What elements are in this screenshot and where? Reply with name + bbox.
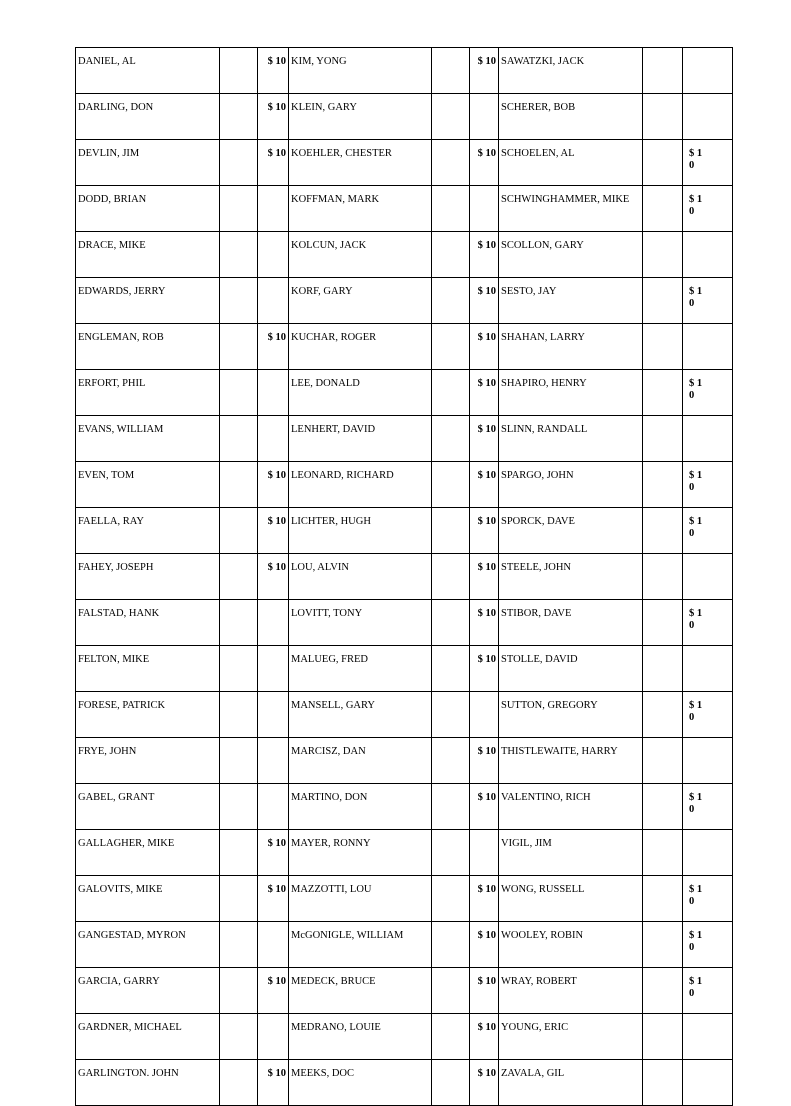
- blank-cell: [643, 600, 683, 646]
- amount-text: $ 10: [689, 470, 703, 493]
- blank-cell: [643, 232, 683, 278]
- blank-cell: [643, 462, 683, 508]
- member-name: ENGLEMAN, ROB: [76, 324, 220, 370]
- member-name: SCHERER, BOB: [499, 94, 643, 140]
- dues-amount: [683, 646, 733, 692]
- member-name: FALSTAD, HANK: [76, 600, 220, 646]
- dues-amount: [683, 968, 733, 1014]
- dues-amount: [683, 370, 733, 416]
- member-name: MEEKS, DOC: [289, 1060, 432, 1106]
- table-row: [76, 1014, 733, 1060]
- dues-amount: $ 10: [258, 508, 289, 554]
- dues-amount: [683, 692, 733, 738]
- table-row: [76, 94, 733, 140]
- member-name: EDWARDS, JERRY: [76, 278, 220, 324]
- amount-text: $ 10: [689, 378, 703, 401]
- member-name: LICHTER, HUGH: [289, 508, 432, 554]
- table-row: [76, 784, 733, 830]
- blank-cell: [220, 554, 258, 600]
- member-name: KOEHLER, CHESTER: [289, 140, 432, 186]
- blank-cell: [643, 968, 683, 1014]
- dues-amount: $ 10: [470, 416, 499, 462]
- blank-cell: [643, 738, 683, 784]
- member-name: WRAY, ROBERT: [499, 968, 643, 1014]
- table-row: [76, 416, 733, 462]
- member-name: LEE, DONALD: [289, 370, 432, 416]
- member-name: WONG, RUSSELL: [499, 876, 643, 922]
- dues-amount: $ 10: [470, 232, 499, 278]
- blank-cell: [643, 830, 683, 876]
- member-name: LOVITT, TONY: [289, 600, 432, 646]
- blank-cell: [220, 1014, 258, 1060]
- blank-cell: [220, 876, 258, 922]
- blank-cell: [432, 1014, 470, 1060]
- dues-amount: [258, 416, 289, 462]
- blank-cell: [643, 94, 683, 140]
- member-name: SCHWINGHAMMER, MIKE: [499, 186, 643, 232]
- member-name: KOLCUN, JACK: [289, 232, 432, 278]
- dues-amount: [683, 462, 733, 508]
- blank-cell: [432, 416, 470, 462]
- dues-amount: $ 10: [470, 876, 499, 922]
- blank-cell: [432, 508, 470, 554]
- member-name: LOU, ALVIN: [289, 554, 432, 600]
- table-row: [76, 370, 733, 416]
- amount-text: $ 10: [689, 608, 703, 631]
- member-name: ERFORT, PHIL: [76, 370, 220, 416]
- table-row: [76, 692, 733, 738]
- member-name: MALUEG, FRED: [289, 646, 432, 692]
- dues-amount: [258, 922, 289, 968]
- dues-amount: [470, 94, 499, 140]
- blank-cell: [220, 784, 258, 830]
- dues-amount: [258, 692, 289, 738]
- member-name: MEDRANO, LOUIE: [289, 1014, 432, 1060]
- blank-cell: [432, 646, 470, 692]
- member-name: DEVLIN, JIM: [76, 140, 220, 186]
- dues-amount: [258, 370, 289, 416]
- member-name: EVANS, WILLIAM: [76, 416, 220, 462]
- member-name: ZAVALA, GIL: [499, 1060, 643, 1106]
- blank-cell: [432, 324, 470, 370]
- blank-cell: [432, 692, 470, 738]
- blank-cell: [643, 416, 683, 462]
- dues-amount: [258, 738, 289, 784]
- table-row: [76, 140, 733, 186]
- dues-amount: $ 10: [470, 646, 499, 692]
- member-name: YOUNG, ERIC: [499, 1014, 643, 1060]
- blank-cell: [643, 554, 683, 600]
- blank-cell: [220, 830, 258, 876]
- dues-amount: $ 10: [470, 508, 499, 554]
- member-name: SAWATZKI, JACK: [499, 48, 643, 94]
- blank-cell: [432, 968, 470, 1014]
- dues-amount: $ 10: [470, 48, 499, 94]
- dues-amount: [683, 278, 733, 324]
- dues-amount: [683, 48, 733, 94]
- member-name: MARCISZ, DAN: [289, 738, 432, 784]
- amount-text: $ 10: [689, 194, 703, 217]
- blank-cell: [220, 140, 258, 186]
- amount-text: $ 10: [689, 148, 703, 171]
- member-name: MAZZOTTI, LOU: [289, 876, 432, 922]
- table-row: [76, 508, 733, 554]
- member-name: THISTLEWAITE, HARRY: [499, 738, 643, 784]
- amount-text: $ 10: [689, 516, 703, 539]
- dues-amount: [683, 922, 733, 968]
- table-row: [76, 876, 733, 922]
- member-name: DODD, BRIAN: [76, 186, 220, 232]
- table-row: [76, 186, 733, 232]
- dues-amount: [258, 278, 289, 324]
- blank-cell: [432, 738, 470, 784]
- table-row: [76, 462, 733, 508]
- member-name: McGONIGLE, WILLIAM: [289, 922, 432, 968]
- member-name: SPARGO, JOHN: [499, 462, 643, 508]
- dues-amount: $ 10: [470, 554, 499, 600]
- blank-cell: [220, 738, 258, 784]
- member-name: GANGESTAD, MYRON: [76, 922, 220, 968]
- member-name: SCOLLON, GARY: [499, 232, 643, 278]
- table-row: [76, 646, 733, 692]
- dues-amount: $ 10: [470, 738, 499, 784]
- table-row: [76, 922, 733, 968]
- dues-amount: [258, 600, 289, 646]
- blank-cell: [432, 876, 470, 922]
- blank-cell: [220, 416, 258, 462]
- blank-cell: [432, 784, 470, 830]
- blank-cell: [220, 232, 258, 278]
- blank-cell: [643, 784, 683, 830]
- dues-amount: $ 10: [258, 462, 289, 508]
- member-name: FAHEY, JOSEPH: [76, 554, 220, 600]
- member-name: GARLINGTON. JOHN: [76, 1060, 220, 1106]
- dues-amount: [683, 784, 733, 830]
- dues-amount: [258, 1014, 289, 1060]
- member-name: EVEN, TOM: [76, 462, 220, 508]
- dues-amount: $ 10: [258, 140, 289, 186]
- dues-amount: [683, 1014, 733, 1060]
- dues-amount: $ 10: [470, 370, 499, 416]
- member-name: STOLLE, DAVID: [499, 646, 643, 692]
- blank-cell: [432, 186, 470, 232]
- member-name: KIM, YONG: [289, 48, 432, 94]
- blank-cell: [432, 140, 470, 186]
- dues-amount: $ 10: [258, 876, 289, 922]
- blank-cell: [643, 876, 683, 922]
- table-row: [76, 324, 733, 370]
- member-name: SLINN, RANDALL: [499, 416, 643, 462]
- member-name: WOOLEY, ROBIN: [499, 922, 643, 968]
- member-name: VALENTINO, RICH: [499, 784, 643, 830]
- dues-amount: [683, 876, 733, 922]
- amount-text: $ 10: [689, 700, 703, 723]
- dues-amount: $ 10: [470, 140, 499, 186]
- dues-amount: $ 10: [258, 94, 289, 140]
- dues-amount: [683, 186, 733, 232]
- blank-cell: [432, 278, 470, 324]
- blank-cell: [643, 324, 683, 370]
- dues-amount: [258, 186, 289, 232]
- member-name: MANSELL, GARY: [289, 692, 432, 738]
- member-name: KUCHAR, ROGER: [289, 324, 432, 370]
- dues-amount: [258, 784, 289, 830]
- dues-amount: $ 10: [470, 784, 499, 830]
- member-name: FELTON, MIKE: [76, 646, 220, 692]
- table-row: [76, 968, 733, 1014]
- dues-amount: [683, 140, 733, 186]
- member-name: SHAHAN, LARRY: [499, 324, 643, 370]
- member-name: MEDECK, BRUCE: [289, 968, 432, 1014]
- member-name: LENHERT, DAVID: [289, 416, 432, 462]
- blank-cell: [220, 1060, 258, 1106]
- member-name: STEELE, JOHN: [499, 554, 643, 600]
- dues-amount: [683, 1060, 733, 1106]
- dues-amount: [470, 830, 499, 876]
- member-name: KORF, GARY: [289, 278, 432, 324]
- dues-amount: [258, 232, 289, 278]
- blank-cell: [643, 508, 683, 554]
- table-row: [76, 232, 733, 278]
- blank-cell: [220, 370, 258, 416]
- amount-text: $ 10: [689, 930, 703, 953]
- blank-cell: [220, 186, 258, 232]
- blank-cell: [643, 692, 683, 738]
- blank-cell: [643, 48, 683, 94]
- dues-amount: $ 10: [258, 554, 289, 600]
- table-row: [76, 738, 733, 784]
- blank-cell: [432, 600, 470, 646]
- table-row: [76, 48, 733, 94]
- roster-table: [75, 47, 733, 1106]
- table-row: [76, 830, 733, 876]
- blank-cell: [432, 462, 470, 508]
- member-name: SESTO, JAY: [499, 278, 643, 324]
- blank-cell: [220, 462, 258, 508]
- table-row: [76, 278, 733, 324]
- blank-cell: [643, 370, 683, 416]
- blank-cell: [220, 968, 258, 1014]
- dues-amount: [683, 738, 733, 784]
- amount-text: $ 10: [689, 286, 703, 309]
- member-name: VIGIL, JIM: [499, 830, 643, 876]
- dues-amount: $ 10: [470, 922, 499, 968]
- table-row: [76, 554, 733, 600]
- member-name: SUTTON, GREGORY: [499, 692, 643, 738]
- blank-cell: [220, 922, 258, 968]
- dues-amount: $ 10: [470, 278, 499, 324]
- table-row: [76, 600, 733, 646]
- blank-cell: [643, 278, 683, 324]
- amount-text: $ 10: [689, 976, 703, 999]
- amount-text: $ 10: [689, 792, 703, 815]
- member-name: DRACE, MIKE: [76, 232, 220, 278]
- dues-amount: [470, 186, 499, 232]
- blank-cell: [220, 94, 258, 140]
- member-name: SCHOELEN, AL: [499, 140, 643, 186]
- blank-cell: [643, 140, 683, 186]
- member-name: FAELLA, RAY: [76, 508, 220, 554]
- dues-amount: [470, 692, 499, 738]
- blank-cell: [432, 554, 470, 600]
- blank-cell: [432, 1060, 470, 1106]
- member-name: GARCIA, GARRY: [76, 968, 220, 1014]
- dues-amount: $ 10: [258, 968, 289, 1014]
- dues-amount: $ 10: [258, 830, 289, 876]
- dues-amount: $ 10: [470, 600, 499, 646]
- dues-amount: $ 10: [470, 968, 499, 1014]
- blank-cell: [220, 508, 258, 554]
- roster-body: [76, 48, 733, 1106]
- dues-amount: [258, 646, 289, 692]
- member-name: GABEL, GRANT: [76, 784, 220, 830]
- member-name: KLEIN, GARY: [289, 94, 432, 140]
- dues-amount: [683, 508, 733, 554]
- member-name: GALOVITS, MIKE: [76, 876, 220, 922]
- dues-amount: [683, 232, 733, 278]
- blank-cell: [432, 370, 470, 416]
- blank-cell: [220, 692, 258, 738]
- blank-cell: [220, 600, 258, 646]
- blank-cell: [220, 324, 258, 370]
- blank-cell: [432, 830, 470, 876]
- dues-amount: $ 10: [258, 1060, 289, 1106]
- member-name: DARLING, DON: [76, 94, 220, 140]
- amount-text: $ 10: [689, 884, 703, 907]
- member-name: MAYER, RONNY: [289, 830, 432, 876]
- dues-amount: [683, 830, 733, 876]
- dues-amount: $ 10: [258, 48, 289, 94]
- blank-cell: [432, 232, 470, 278]
- member-name: LEONARD, RICHARD: [289, 462, 432, 508]
- blank-cell: [220, 646, 258, 692]
- member-name: FORESE, PATRICK: [76, 692, 220, 738]
- dues-amount: [683, 324, 733, 370]
- blank-cell: [220, 278, 258, 324]
- dues-amount: [683, 94, 733, 140]
- member-name: MARTINO, DON: [289, 784, 432, 830]
- blank-cell: [643, 1014, 683, 1060]
- member-name: SHAPIRO, HENRY: [499, 370, 643, 416]
- member-name: KOFFMAN, MARK: [289, 186, 432, 232]
- blank-cell: [643, 1060, 683, 1106]
- dues-amount: [683, 600, 733, 646]
- dues-amount: [683, 554, 733, 600]
- blank-cell: [643, 646, 683, 692]
- member-name: GALLAGHER, MIKE: [76, 830, 220, 876]
- dues-amount: $ 10: [470, 324, 499, 370]
- dues-amount: $ 10: [470, 1014, 499, 1060]
- dues-amount: $ 10: [470, 1060, 499, 1106]
- dues-amount: $ 10: [470, 462, 499, 508]
- blank-cell: [432, 922, 470, 968]
- member-name: STIBOR, DAVE: [499, 600, 643, 646]
- blank-cell: [220, 48, 258, 94]
- blank-cell: [643, 186, 683, 232]
- member-name: FRYE, JOHN: [76, 738, 220, 784]
- blank-cell: [432, 48, 470, 94]
- table-row: [76, 1060, 733, 1106]
- dues-amount: $ 10: [258, 324, 289, 370]
- member-name: SPORCK, DAVE: [499, 508, 643, 554]
- blank-cell: [432, 94, 470, 140]
- member-name: DANIEL, AL: [76, 48, 220, 94]
- dues-amount: [683, 416, 733, 462]
- blank-cell: [643, 922, 683, 968]
- member-name: GARDNER, MICHAEL: [76, 1014, 220, 1060]
